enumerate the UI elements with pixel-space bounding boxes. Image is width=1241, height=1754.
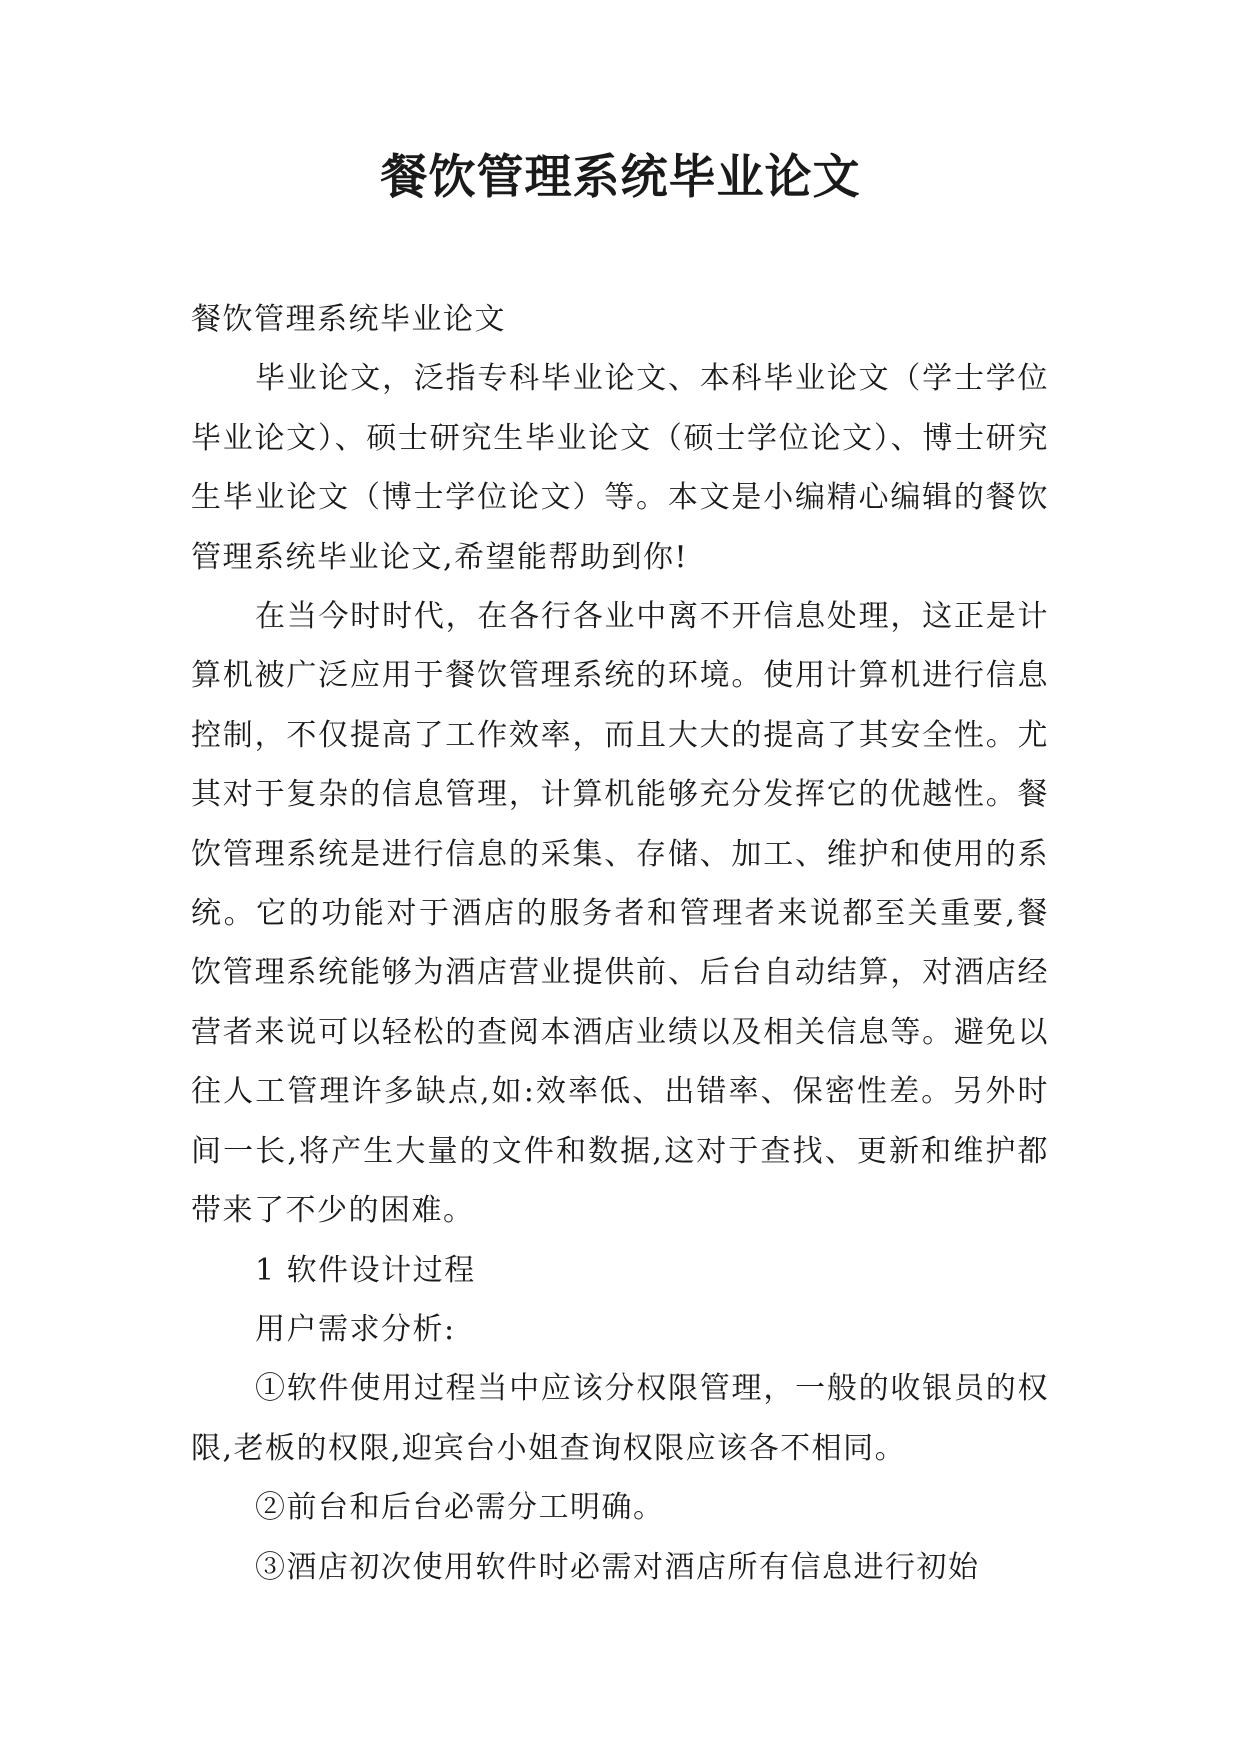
document-title: 餐饮管理系统毕业论文 — [380, 150, 861, 205]
list-item-3: ③酒店初次使用软件时必需对酒店所有信息进行初始 — [255, 1549, 980, 1585]
subsection-heading: 用户需求分析: — [255, 1311, 456, 1347]
paragraph-background: 在当今时时代，在各行各业中离不开信息处理，这正是计算机被广泛应用于餐饮管理系统的环境。使用计算机进行信息控制，不仅提高了工作效率，而且大大的提高了其安全性。尤其对于复杂的信息管理，计算机能够充分发挥它的优越性。餐饮管理系统是进行信息的采集、存储、加工、维护和使用的系统。它的功能对于酒店的服务者和管理者来说都至关重要,餐饮管理系统能够为酒店营业提供前、后台自动结算，对酒店经营者来说可以轻松的查阅本酒店业绩以及相关信息等。避免以往人工管理许多缺点,如:效率低、出错率、保密性差。另外时间一长,将产生大量的文件和数据,这对于查找、更新和维护都带来了不少的困难。 — [191, 599, 1049, 1229]
list-item-1: ①软件使用过程当中应该分权限管理，一般的收银员的权限,老板的权限,迎宾台小姐查询权限应该各不相同。 — [191, 1371, 1049, 1466]
section-heading: 1 软件设计过程 — [255, 1252, 476, 1288]
paragraph-intro: 毕业论文，泛指专科毕业论文、本科毕业论文（学士学位毕业论文）、硕士研究生毕业论文（硕士学位论文）、博士研究生毕业论文（博士学位论文）等。本文是小编精心编辑的餐饮管理系统毕业论文,希望能帮助到你! — [191, 361, 1049, 575]
subtitle-line: 餐饮管理系统毕业论文 — [191, 302, 506, 337]
document-body — [191, 290, 1049, 1597]
list-item-2: ②前台和后台必需分工明确。 — [255, 1490, 665, 1526]
